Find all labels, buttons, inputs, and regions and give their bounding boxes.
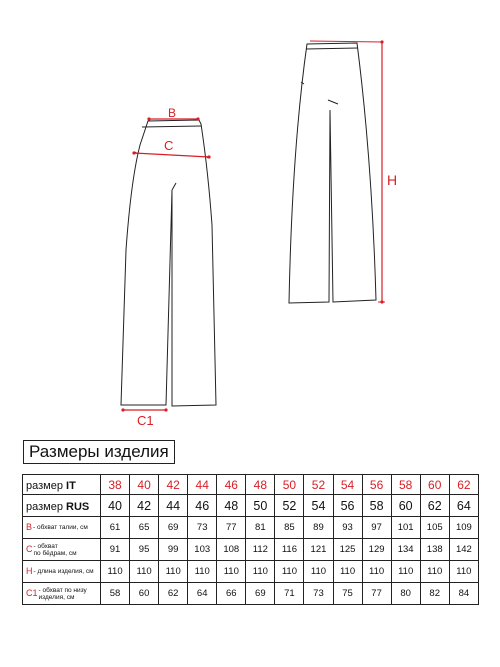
measurement-cell: 110	[159, 561, 188, 583]
measurement-cell: 108	[217, 539, 246, 561]
measurement-cell: 129	[362, 539, 391, 561]
measurement-letter: В	[26, 522, 33, 532]
measurement-cell: 77	[217, 517, 246, 539]
measurement-text	[33, 524, 88, 531]
size-table	[22, 474, 479, 605]
measurement-cell: 65	[130, 517, 159, 539]
measurement-row	[23, 539, 479, 561]
size-rus-cell: 48	[217, 495, 246, 517]
measurement-text-line1: - обхват по низу	[38, 586, 87, 594]
size-rus-cell: 64	[449, 495, 478, 517]
bottom-label: C1	[137, 413, 154, 428]
page-title: Размеры изделия	[23, 440, 175, 464]
measurement-cell: 64	[188, 583, 217, 605]
hip-measure	[132, 138, 210, 159]
measurement-cell: 93	[333, 517, 362, 539]
measurement-cell: 142	[449, 539, 478, 561]
measurement-label	[23, 583, 101, 605]
measurement-cell: 82	[420, 583, 449, 605]
measurement-cell: 110	[217, 561, 246, 583]
size-it-cell: 60	[420, 475, 449, 495]
size-it-label	[23, 475, 101, 495]
length-label: H	[387, 172, 398, 188]
size-it-cell: 52	[304, 475, 333, 495]
front-view-trousers	[121, 120, 216, 406]
size-it-row	[23, 475, 479, 495]
measurement-cell: 73	[304, 583, 333, 605]
measurement-cell: 101	[391, 517, 420, 539]
measurement-cell: 89	[304, 517, 333, 539]
measurement-cell: 125	[333, 539, 362, 561]
measurement-text	[34, 568, 94, 575]
size-rus-cell: 44	[159, 495, 188, 517]
measurement-label	[23, 517, 101, 539]
measurement-cell: 110	[246, 561, 275, 583]
size-it-bold: IT	[66, 479, 76, 492]
measurement-cell: 134	[391, 539, 420, 561]
measurement-letter: С1	[26, 588, 38, 598]
measurement-label	[23, 539, 101, 561]
measurement-cell: 105	[420, 517, 449, 539]
size-it-cell: 50	[275, 475, 304, 495]
measurement-text	[34, 543, 77, 557]
measurement-cell: 112	[246, 539, 275, 561]
measurement-cell: 73	[188, 517, 217, 539]
measurement-cell: 58	[101, 583, 130, 605]
size-rus-cell: 62	[420, 495, 449, 517]
measurement-cell: 110	[101, 561, 130, 583]
measurement-row	[23, 583, 479, 605]
size-rus-label	[23, 495, 101, 517]
size-it-cell: 56	[362, 475, 391, 495]
size-it-cell: 44	[188, 475, 217, 495]
measurement-text-line2: изделия, см	[38, 593, 75, 601]
size-rus-bold: RUS	[66, 500, 90, 513]
measurement-cell: 71	[275, 583, 304, 605]
measurement-cell: 75	[333, 583, 362, 605]
size-rus-cell: 56	[333, 495, 362, 517]
measurement-cell: 121	[304, 539, 333, 561]
measurement-cell: 99	[159, 539, 188, 561]
size-it-cell: 42	[159, 475, 188, 495]
measurement-cell: 62	[159, 583, 188, 605]
measurement-cell: 95	[130, 539, 159, 561]
size-it-cell: 54	[333, 475, 362, 495]
size-rus-cell: 50	[246, 495, 275, 517]
measurement-cell: 110	[362, 561, 391, 583]
side-view-trousers	[289, 43, 376, 303]
size-it-cell: 58	[391, 475, 420, 495]
measurement-cell: 138	[420, 539, 449, 561]
measurement-cell: 110	[275, 561, 304, 583]
measurement-text-line1: - обхват	[33, 542, 58, 550]
size-it-cell: 38	[101, 475, 130, 495]
size-it-cell: 48	[246, 475, 275, 495]
measurement-cell: 91	[101, 539, 130, 561]
measurement-cell: 110	[304, 561, 333, 583]
measurement-cell: 69	[246, 583, 275, 605]
size-rus-cell: 58	[362, 495, 391, 517]
front-trousers-outline	[121, 120, 216, 406]
measurement-text-line2: по бёдрам, см	[33, 549, 77, 557]
measurement-letter: Н	[26, 566, 33, 576]
size-it-cell: 62	[449, 475, 478, 495]
measurement-letter: С	[26, 544, 33, 554]
measurement-text-line1: - длина изделия, см	[33, 568, 94, 575]
fly-line	[172, 183, 176, 190]
size-rus-cell: 60	[391, 495, 420, 517]
size-it-cell: 46	[217, 475, 246, 495]
measurement-cell: 110	[449, 561, 478, 583]
measurement-cell: 61	[101, 517, 130, 539]
measurement-cell: 110	[188, 561, 217, 583]
waist-measure	[147, 106, 199, 121]
measurement-cell: 77	[362, 583, 391, 605]
side-waistband-line	[306, 48, 358, 49]
waistband-line	[142, 126, 201, 127]
measurement-row	[23, 517, 479, 539]
side-fly-line	[328, 100, 338, 104]
measurement-cell: 110	[420, 561, 449, 583]
length-measure	[310, 40, 397, 303]
size-rus-cell: 52	[275, 495, 304, 517]
measurement-cell: 85	[275, 517, 304, 539]
measurement-cell: 97	[362, 517, 391, 539]
side-trousers-outline	[289, 43, 376, 303]
measurement-cell: 60	[130, 583, 159, 605]
measurement-cell: 110	[333, 561, 362, 583]
measurement-cell: 116	[275, 539, 304, 561]
measurement-row	[23, 561, 479, 583]
waist-label: B	[168, 106, 177, 120]
size-rus-cell: 40	[101, 495, 130, 517]
bottom-measure	[121, 408, 167, 428]
hip-label: C	[164, 138, 174, 153]
size-rus-cell: 54	[304, 495, 333, 517]
size-it-prefix: размер	[26, 479, 67, 492]
size-it-cell: 40	[130, 475, 159, 495]
measurement-cell: 103	[188, 539, 217, 561]
measurement-cell: 81	[246, 517, 275, 539]
measurement-cell: 66	[217, 583, 246, 605]
measurement-cell: 69	[159, 517, 188, 539]
size-rus-row	[23, 495, 479, 517]
measurement-cell: 84	[449, 583, 478, 605]
measurement-cell: 109	[449, 517, 478, 539]
size-rus-cell: 42	[130, 495, 159, 517]
measurement-cell: 80	[391, 583, 420, 605]
size-rus-cell: 46	[188, 495, 217, 517]
measurement-cell: 110	[130, 561, 159, 583]
measurement-text-line1: - обхват талии, см	[33, 524, 88, 531]
measurement-text	[39, 587, 87, 601]
measurement-cell: 110	[391, 561, 420, 583]
size-rus-prefix: размер	[26, 500, 67, 513]
measurement-label	[23, 561, 101, 583]
